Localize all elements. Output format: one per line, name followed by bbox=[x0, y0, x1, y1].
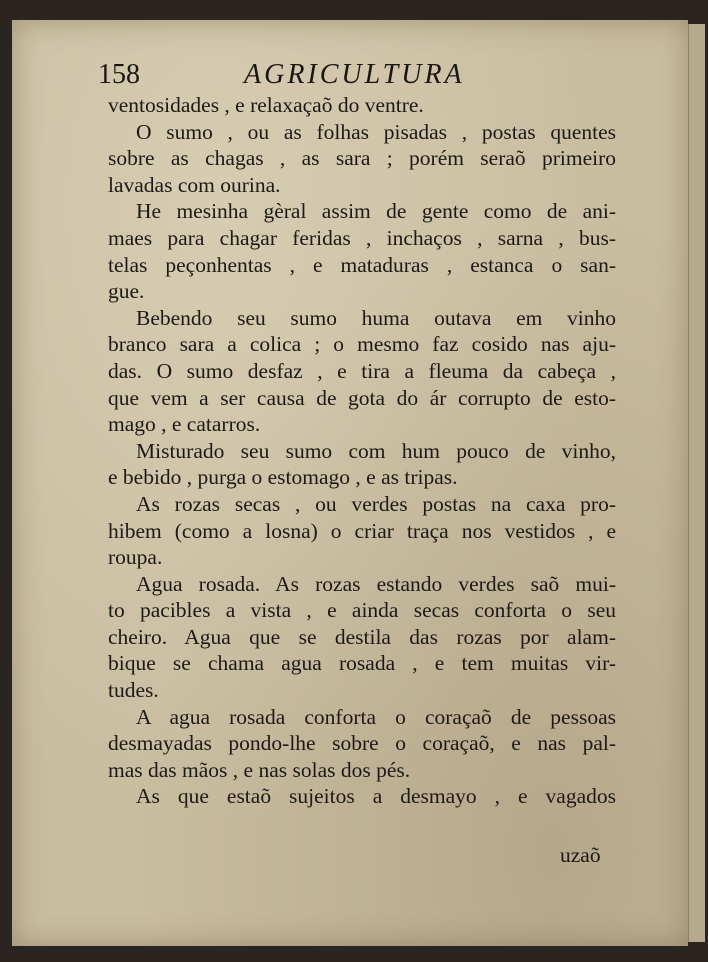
text-line: que vem a ser causa de gota do ár corrupto de esto- bbox=[108, 385, 616, 410]
text-line: telas peçonhentas , e mataduras , estanca o san- bbox=[108, 252, 616, 277]
text-line: gue. bbox=[108, 279, 145, 304]
text-line: Agua rosada. As rozas estando verdes saõ mui- bbox=[136, 571, 616, 596]
text-line: branco sara a colica ; o mesmo faz cosido nas aju- bbox=[108, 332, 616, 357]
text-line: lavadas com ourina. bbox=[108, 172, 281, 197]
text-line: ventosidades , e relaxaçaõ do ventre. bbox=[108, 93, 424, 117]
text-line: O sumo , ou as folhas pisadas , postas quentes bbox=[136, 119, 616, 144]
text-line: tudes. bbox=[108, 678, 159, 703]
text-line: hibem (como a losna) o criar traça nos vestidos , e bbox=[108, 518, 616, 543]
text-line: maes para chagar feridas , inchaços , sarna , bus- bbox=[108, 225, 616, 250]
text-line: desmayadas pondo-lhe sobre o coraçaõ, e nas pal- bbox=[108, 731, 616, 756]
catchword: uzaõ bbox=[560, 843, 601, 867]
text-line: Misturado seu sumo com hum pouco de vinho, bbox=[136, 438, 616, 463]
text-line: das. O sumo desfaz , e tira a fleuma da cabeça , bbox=[108, 358, 616, 383]
page-header bbox=[98, 58, 598, 92]
text-line: mago , e catarros. bbox=[108, 412, 261, 437]
text-line: e bebido , purga o estomago , e as tripas. bbox=[108, 465, 458, 490]
text-line: cheiro. Agua que se destila das rozas por alam- bbox=[108, 624, 616, 649]
text-line: roupa. bbox=[108, 545, 163, 570]
text-line: As rozas secas , ou verdes postas na caxa pro- bbox=[136, 491, 616, 516]
text-line: sobre as chagas , as sara ; porém seraõ primeiro bbox=[108, 146, 616, 171]
text-line: mas das mãos , e nas solas dos pés. bbox=[108, 757, 411, 782]
adjacent-page-edge bbox=[688, 24, 705, 942]
body-text bbox=[108, 92, 616, 810]
running-title: AGRICULTURA bbox=[244, 59, 465, 90]
text-line: Bebendo seu sumo huma outava em vinho bbox=[136, 305, 616, 330]
text-line: As que estaõ sujeitos a desmayo , e vagados bbox=[136, 784, 616, 809]
text-line: to pacibles a vista , e ainda secas conforta o seu bbox=[108, 598, 616, 623]
text-line: He mesinha gèral assim de gente como de ani- bbox=[136, 199, 616, 224]
text-line: bique se chama agua rosada , e tem muitas vir- bbox=[108, 651, 616, 676]
page-number: 158 bbox=[98, 59, 140, 90]
text-line: A agua rosada conforta o coraçaõ de pessoas bbox=[136, 704, 616, 729]
